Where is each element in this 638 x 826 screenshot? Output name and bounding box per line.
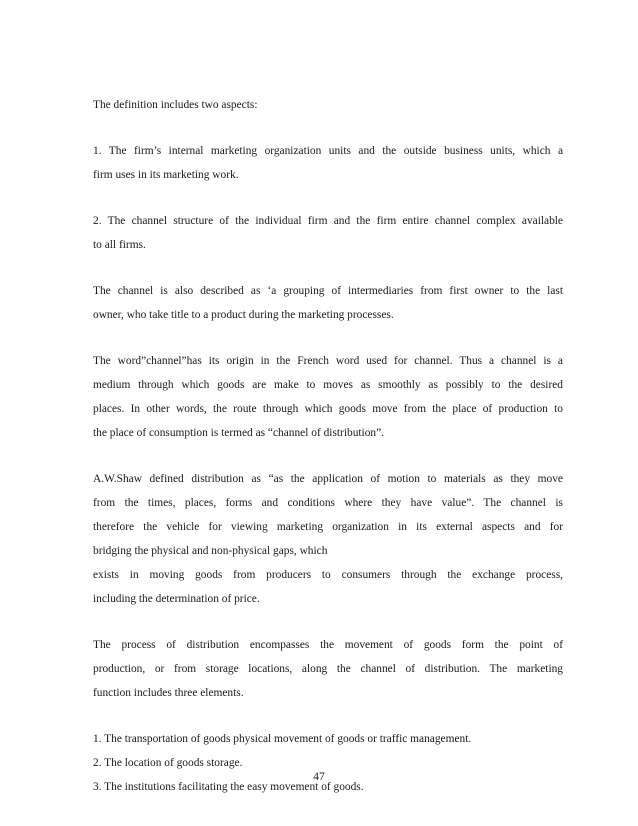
word-origin-paragraph [93, 349, 563, 445]
document-body [93, 93, 563, 799]
aspect-2-paragraph [93, 209, 563, 257]
shaw-line-1: A.W.Shaw defined distribution as “as the application of motion to materials as they move [93, 473, 563, 485]
channel-description-paragraph [93, 279, 563, 327]
distribution-process-paragraph [93, 633, 563, 705]
list-item: 2. The location of goods storage. [93, 757, 243, 769]
word-origin-line-2: medium through which goods are make to moves as smoothly as possibly to the desired [93, 379, 563, 391]
list-item: 3. The institutions facilitating the easy movement of goods. [93, 781, 364, 793]
page-number: 47 [313, 771, 325, 783]
shaw-line-3: therefore the vehicle for viewing marketing organization in its external aspects and for [93, 521, 563, 533]
intro-line: The definition includes two aspects: [93, 99, 258, 111]
aspect-1-line-2: firm uses in its marketing work. [93, 169, 239, 181]
shaw-line-4: bridging the physical and non-physical gaps, which [93, 545, 328, 557]
shaw-line-6: including the determination of price. [93, 593, 260, 605]
aspect-1-line-1: 1. The firm’s internal marketing organization units and the outside business units, which a [93, 145, 563, 157]
intro-paragraph [93, 93, 563, 117]
channel-description-line-2: owner, who take title to a product during the marketing processes. [93, 309, 394, 321]
word-origin-line-1: The word”channel”has its origin in the French word used for channel. Thus a channel is a [93, 355, 563, 367]
aspect-2-line-1: 2. The channel structure of the individual firm and the firm entire channel complex available [93, 215, 563, 227]
list-item: 1. The transportation of goods physical movement of goods or traffic management. [93, 733, 472, 745]
word-origin-line-4: the place of consumption is termed as “channel of distribution”. [93, 427, 385, 439]
shaw-line-5: exists in moving goods from producers to consumers through the exchange process, [93, 569, 563, 581]
marketing-elements-list [93, 727, 563, 799]
process-line-3: function includes three elements. [93, 687, 244, 699]
word-origin-line-3: places. In other words, the route through which goods move from the place of production to [93, 403, 563, 415]
process-line-2: production, or from storage locations, along the channel of distribution. The marketing [93, 663, 563, 675]
process-line-1: The process of distribution encompasses the movement of goods form the point of [93, 639, 563, 651]
aspect-1-paragraph [93, 139, 563, 187]
shaw-definition-paragraph [93, 467, 563, 611]
shaw-line-2: from the times, places, forms and conditions where they have value”. The channel is [93, 497, 563, 509]
channel-description-line-1: The channel is also described as ‘a grouping of intermediaries from first owner to the last [93, 285, 563, 297]
aspect-2-line-2: to all firms. [93, 239, 146, 251]
